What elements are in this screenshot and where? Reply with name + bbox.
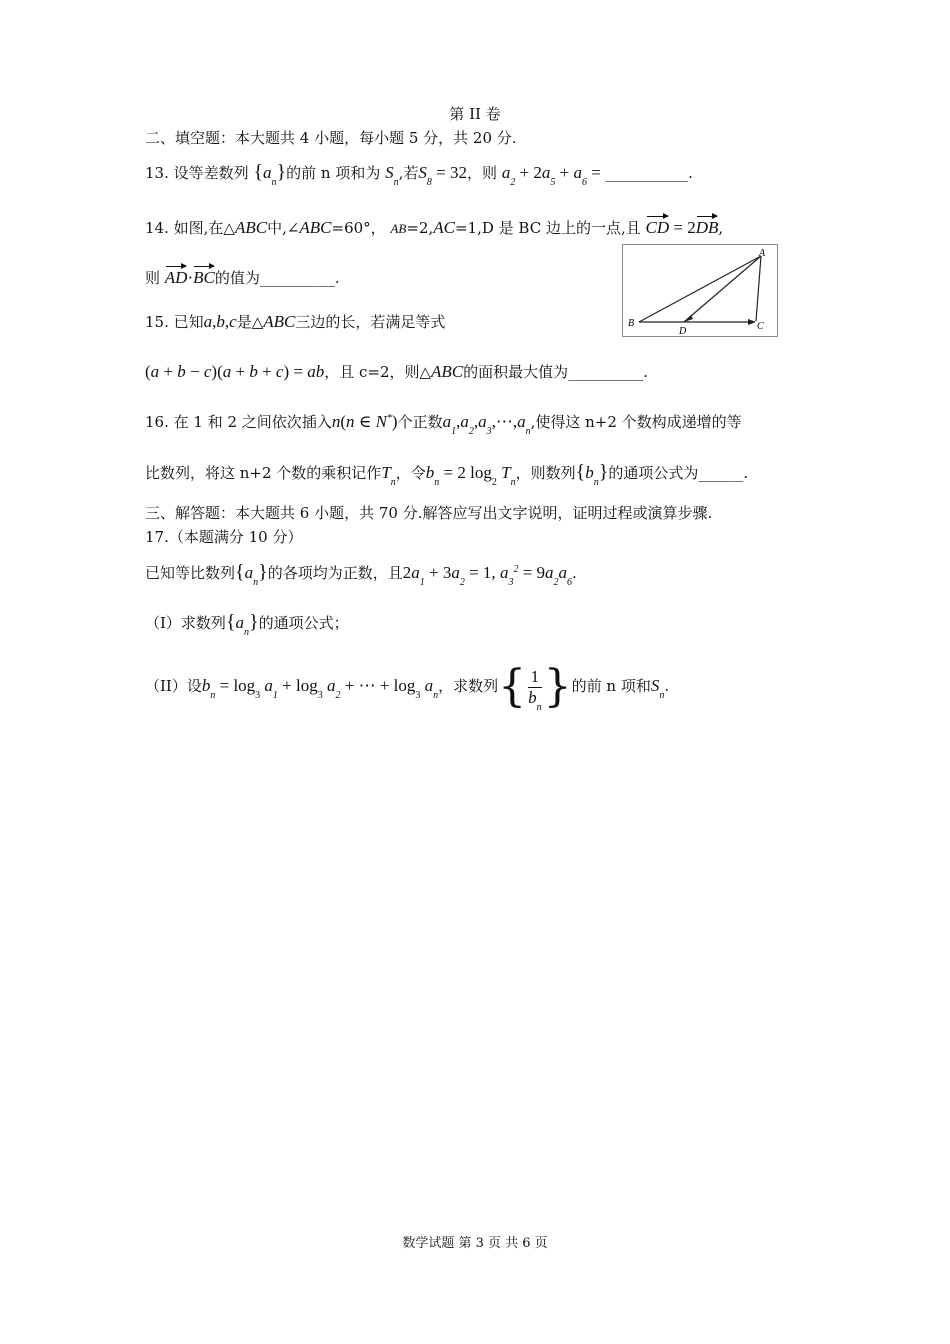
label-c: C (757, 321, 764, 332)
label-b: B (628, 318, 635, 329)
question-16-line2: 比数列，将这 n+2 个数的乘积记作$T_n$，令$b_n = 2$ $\log_2 T_n$，则数列$\{b_n\}$的通项公式为______. (145, 461, 749, 488)
triangle-figure (622, 244, 778, 337)
volume-title: 第 II 卷 (449, 105, 501, 123)
section2-header: 二、填空题：本大题共 4 小题，每小题 5 分，共 20 分. (145, 129, 517, 147)
label-d: D (679, 326, 687, 337)
question-17-stem: 已知等比数列$\{a_n\}$的各项均为正数，且$2a_1 + 3a_2 = 1$, $a_3^2 = 9a_2a_6$. (145, 561, 577, 588)
question-14: 14. 如图,在△ABC中,∠ABC=60°， AB=2,AC=1,D 是 BC 边上的一点,且 CD = 2DB, (145, 218, 724, 237)
question-15-line2: (a + b − c)(a + b + c) = ab，且 c=2，则△ABC的面积最大值为__________. (145, 362, 648, 381)
page-footer: 数学试题 第 3 页 共 6 页 (402, 1236, 548, 1251)
triangle-diagram (623, 245, 779, 338)
question-13: 13. 设等差数列 $\{a_n\}$的前 n 项和为 $S_n$,若$S_8 = 32$，则 $a_2 + 2a_5 + a_6$ = ___________. (145, 161, 693, 188)
question-14-line2: 则 AD·BC的值为__________. (145, 268, 340, 287)
question-17-header: 17.（本题满分 10 分） (145, 528, 303, 546)
section3-header: 三、解答题：本大题共 6 小题，共 70 分.解答应写出文字说明，证明过程或演算步骤. (145, 504, 713, 522)
question-15: 15. 已知a,b,c是△ABC三边的长，若满足等式 (145, 312, 446, 331)
question-16: 16. 在 1 和 2 之间依次插入n(n ∈ N*)个正数$a_1,a_2,a_3,\cdots,a_n$,使得这 n+2 个数构成递增的等 (145, 412, 742, 437)
question-17-part2: （II）设$b_n = \log_3 a_1 + \log_3 a_2$ + ⋯ + $\log_3 a_n$，求数列{ $\frac{1}{b_n}$ }的前 n 项和$S_n$. (145, 661, 670, 713)
question-17-part1: （I）求数列$\{a_n\}$的通项公式； (145, 611, 349, 638)
label-a: A (759, 248, 766, 259)
